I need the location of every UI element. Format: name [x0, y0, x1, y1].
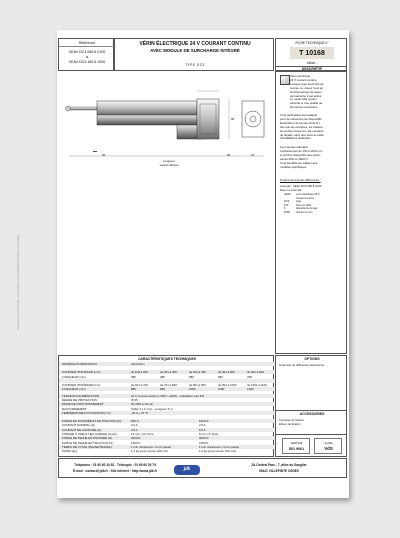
- row-value: 14 mm / 10 mm/s: [131, 431, 154, 436]
- actuator-drawing: [59, 71, 275, 175]
- table-row: [59, 387, 275, 391]
- row-value: 780: [247, 374, 252, 379]
- row-value: de 601 à 700: [131, 383, 148, 387]
- row-label: FORCE DE TENUE EN TRACTION (N): [62, 440, 113, 445]
- row-value: 1500 N: [199, 440, 209, 445]
- row-label: TEMPS DE CYCLE (PAUSE/TRAVAIL): [62, 444, 112, 449]
- descriptif-para3-line: s'échelonnent de 100 à 1100 mm: [280, 148, 323, 153]
- row-value: 680: [218, 374, 223, 379]
- row-value: S3 20% à 10 min: [131, 402, 154, 407]
- row-value: 3000 N: [199, 436, 209, 441]
- fiche-number: T 10168: [299, 50, 325, 57]
- row-value: de 801 à 900: [189, 383, 206, 387]
- descriptif-para3-line: modèles spécifiques.: [280, 164, 307, 169]
- electrical-rows: [59, 394, 275, 416]
- descriptif-label: DESCRIPTIF: [301, 67, 323, 71]
- vds-certification-badge: [314, 438, 342, 454]
- iso-small: CERTIFIÉ: [290, 442, 303, 445]
- code-key: DC3: [284, 200, 290, 204]
- accessoire-item-2: Étriers de fixation: [279, 422, 301, 426]
- descriptif-para3-line: et la force disponible des vérins: [280, 152, 321, 157]
- title-line1: VÉRIN ÉLECTRIQUE 24 V COURANT CONTINU: [139, 41, 251, 47]
- row-label: VITESSE À VIDE ET EN CHARGE (mm/s): [62, 431, 117, 436]
- decomp-label: Dans ce exemple :: [280, 188, 304, 192]
- descriptif-panel: [275, 71, 347, 354]
- reference-label: Référence: [78, 41, 96, 45]
- dim-d: 47: [251, 153, 255, 157]
- row-value: 600 N: [131, 419, 139, 423]
- descriptif-para2-line: Evacuation de fumées (D.E.N.): [280, 120, 320, 125]
- row-label: COURSES STANDARD (mm): [62, 370, 101, 375]
- indice: indice -: [306, 61, 318, 65]
- row-value: 1500 N: [131, 440, 141, 445]
- row-value: 1180: [218, 387, 225, 392]
- row-value: de 401 à 500: [218, 370, 235, 375]
- courses-rows: [59, 362, 275, 392]
- row-value: 2,5 A: [199, 423, 206, 428]
- vds-label: VdS: [324, 446, 333, 451]
- datasheet-page: [17, 30, 349, 498]
- descriptif-para2-line: tels que les exutoires, les clapets,: [280, 124, 324, 129]
- code-desc: type: [296, 200, 301, 204]
- row-value: -20 à + 70 °C: [131, 410, 149, 415]
- options-text: Toute tête de différentes dimensions.: [279, 363, 325, 367]
- code-desc: force en daN: [296, 203, 311, 207]
- descriptif-para3-line: est de 600 ou 1600 N.: [280, 156, 309, 161]
- descriptif-para1-line: sécurité et une qualité de: [290, 101, 323, 106]
- descriptif-para3-line: Il est possible de réaliser des: [280, 160, 318, 165]
- row-value: 480: [160, 374, 165, 379]
- dim-length-note: suivant tableau: [159, 163, 179, 167]
- fiche-box: [275, 38, 347, 71]
- row-label: RACCORDEMENT: [62, 406, 87, 411]
- row-label: TENSION D'ALIMENTATION: [62, 394, 100, 398]
- iso-label: ISO 9001: [288, 447, 305, 451]
- dim-length: Longueur: [163, 159, 175, 163]
- vds-small: Certifié: [324, 442, 333, 445]
- footer-phone: Téléphone : 01 60 60 10 53 - Télécopie : 01 60 60 20 79: [74, 463, 156, 467]
- code-key: 160: [284, 203, 289, 207]
- row-label: FORCE DE TENUE EN POUSSÉE (N): [62, 436, 112, 441]
- reference-line1: VEAV DC3.080.6.0100: [68, 50, 106, 54]
- code-desc: diamètre de la tige: [296, 207, 318, 211]
- code-key: VEAV: [284, 193, 291, 196]
- row-label: TEMPÉRATURE D'UTILISATION (°C): [62, 410, 111, 415]
- performance-rows: [59, 419, 275, 455]
- descriptif-para2-line: d'installations d'aération.: [280, 136, 312, 141]
- row-value: 880: [131, 387, 136, 392]
- jdb-logo: jdb: [174, 465, 200, 475]
- row-label: LONGUEUR (mm): [62, 387, 86, 392]
- row-label: COURANT DE COUPURE (A): [62, 427, 101, 432]
- row-value: de 501 à 600: [247, 370, 264, 375]
- row-value: 380: [131, 374, 136, 379]
- row-label: MODE DE FONCTIONNEMENT: [62, 402, 104, 407]
- dim-c: 65: [227, 153, 231, 157]
- caracteristiques-title: CARACTÉRISTIQUES TECHNIQUES: [137, 357, 197, 361]
- row-value: 24 V courant continu (-20% / +20%) - ondulation max 5%: [131, 394, 205, 398]
- descriptif-logo-icon: [280, 75, 290, 85]
- row-value: 980: [160, 387, 165, 392]
- descriptif-para1-line: en mode utile qu'une: [290, 97, 317, 102]
- footer: [58, 458, 347, 478]
- code-desc: course en mm: [296, 211, 313, 214]
- row-label: COURSES STANDARD (mm): [62, 383, 101, 387]
- descriptif-para1-line: 24 V courant continu: [290, 77, 317, 82]
- code-key: 1000: [284, 211, 290, 214]
- row-label: LONGUEUR (mm): [62, 374, 86, 379]
- row-value: 1280: [247, 387, 254, 392]
- reference-line2: VEAV DC3.160.6.1000: [68, 60, 106, 64]
- footer-address1: ZA Central Parc - 7, allée du Sanglier: [251, 463, 307, 467]
- options-panel: [275, 355, 347, 457]
- title-line2: AVEC MODULE DE SURCHARGE INTÉGRÉ: [150, 48, 240, 53]
- code-key: 6: [284, 207, 286, 211]
- descriptif-para2-line: les portes coupe-feu, les ouvrants: [280, 128, 324, 133]
- row-value: 580: [189, 374, 194, 379]
- descriptif-para2-line: de façade, ainsi que dans le cadre: [280, 132, 325, 137]
- descriptif-para2-line: pour la manœuvre de Dispositifs: [280, 116, 322, 121]
- code-desc: vérin électrique 24 V: [296, 193, 320, 196]
- row-value: 3000 N: [131, 436, 141, 441]
- row-value: 1,6 kg (pour course 100 mm): [199, 449, 237, 454]
- row-value: de 100 à 200: [131, 370, 148, 375]
- row-value: 2,0 A: [131, 423, 138, 428]
- caracteristiques-table: [58, 355, 274, 457]
- row-label: DEGRÉ DE PROTECTION: [62, 398, 97, 403]
- descriptif-para1-line: permanente, il est activé: [290, 93, 322, 98]
- row-value: 1600 N: [199, 419, 209, 423]
- positioning-label: Positionnement des différences :: [280, 178, 321, 182]
- title-box: [114, 38, 274, 71]
- row-value: de 201 à 300: [160, 370, 177, 375]
- row-label: POIDS (kg): [62, 449, 77, 454]
- reference-amp: à: [86, 55, 88, 59]
- row-value: 6,5 A: [199, 427, 206, 432]
- descriptif-para1-line: Vérin électrique: [290, 74, 311, 78]
- row-label: FORCE EN POUSSÉE ET EN TRACTION (N): [62, 419, 122, 423]
- descriptif-para2-line: Il est particulièrement adapté: [280, 113, 318, 117]
- row-value: 1080: [189, 387, 196, 392]
- dim-b: 96: [231, 117, 235, 121]
- row-value: de 701 à 800: [160, 383, 177, 387]
- row-value: 1 min manœuvre / 4 min pause: [131, 444, 172, 449]
- code-desc: courant continu: [296, 196, 314, 200]
- row-value: 1,4 kg (pour course 100 mm): [131, 449, 169, 454]
- row-value: de 1001 à 1100: [247, 383, 267, 387]
- descriptif-para3-line: Les courses standard: [280, 145, 308, 149]
- row-label: COURANT NOMINAL (A): [62, 423, 95, 428]
- iso-certification-badge: [282, 438, 310, 454]
- accessoire-item-1: Consoles de fixation: [279, 418, 305, 422]
- descriptif-para1-line: fermeture constantes.: [290, 105, 318, 110]
- type-label: TYPE DC3: [185, 63, 205, 67]
- row-value: Aluminium: [131, 362, 145, 366]
- descriptif-para1-line: Lorsque pour leurs fins de: [290, 81, 324, 86]
- dim-a: 60: [102, 153, 106, 157]
- row-value: 1 min manœuvre / 4 min pause: [199, 444, 240, 449]
- descriptif-para1-line: fonctionnement de façon: [290, 89, 322, 94]
- descriptif-para1-line: course, le moteur n'est en: [290, 85, 324, 90]
- row-value: IP 65: [131, 398, 138, 403]
- row-label: MATÉRIAUX PRINCIPAUX: [62, 362, 97, 366]
- side-note: Document non contractuel ; nos produits sont susceptibles d'évolution sans préavis: [17, 234, 20, 330]
- accessoires-title: ACCESSOIRES: [299, 412, 325, 416]
- row-value: Câble 3 x 1 mm² - Longueur 5 m: [131, 406, 173, 411]
- row-value: de 301 à 400: [189, 370, 206, 375]
- row-value: 3,0 A: [131, 427, 138, 432]
- options-title: OPTIONS: [304, 357, 320, 361]
- footer-email: E-mail : contact@jdb.fr - Site internet : http://www.jdb.fr: [73, 469, 157, 473]
- footer-address2: 93421 VILLEPINTE CEDEX: [258, 469, 300, 473]
- table-row: [59, 411, 275, 415]
- reference-box: [58, 38, 114, 71]
- fiche-label: FICHE TECHNIQUE n°: [295, 41, 329, 45]
- table-row: [59, 449, 275, 453]
- row-value: 8 mm / 6 mm/s: [199, 431, 219, 436]
- row-value: de 901 à 1000: [218, 383, 237, 387]
- example-label: exemple : VEAV DC3.160.6.1000: [280, 184, 322, 188]
